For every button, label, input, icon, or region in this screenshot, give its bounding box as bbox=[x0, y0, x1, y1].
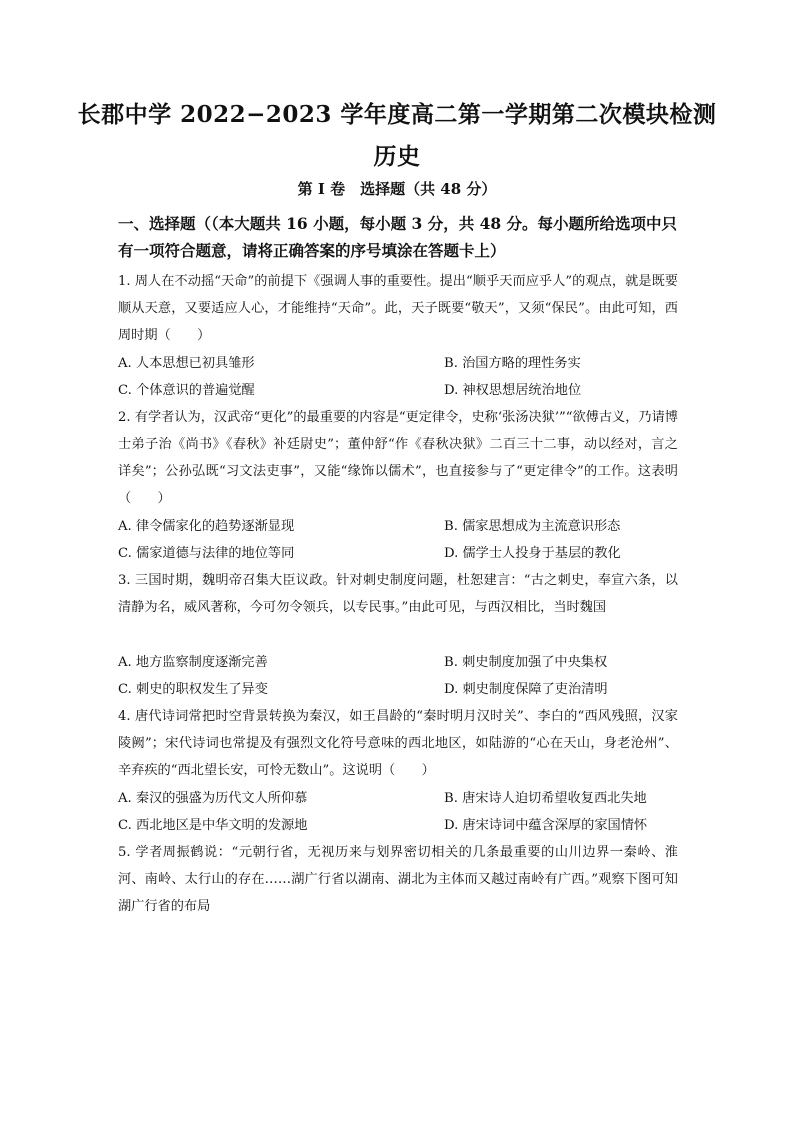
question-4-option-d: D. 唐宋诗词中蕴含深厚的家国情怀 bbox=[444, 818, 648, 833]
question-1-option-a: A. 人本思想已初具雏形 bbox=[118, 356, 255, 371]
question-4-option-c: C. 西北地区是中华文明的发源地 bbox=[118, 818, 308, 833]
question-1-option-b: B. 治国方略的理性务实 bbox=[444, 356, 581, 371]
question-2-option-a: A. 律令儒家化的趋势逐渐显现 bbox=[118, 519, 295, 534]
question-4-option-b: B. 唐宋诗人迫切希望收复西北失地 bbox=[444, 791, 647, 806]
question-4-options-row-1 bbox=[118, 785, 678, 812]
question-4-stem: 4. 唐代诗词常把时空背景转换为秦汉，如王昌龄的“秦时明月汉时关”、李白的“西风残照，汉家陵阙”；宋代诗词也常提及有强烈文化符号意味的西北地区，如陆游的“心在天山，身老沧州”、辛弃疾的“西北望长安，可怜无数山”。这说明（ ） bbox=[118, 709, 678, 778]
question-1-stem: 1. 周人在不动摇“天命”的前提下《强调人事的重要性。提出“顺乎天而应乎人”的观点，就是既要顺从天意，又要适应人心，才能维持“天命”。此，天子既要“敬天”，又须“保民”。由此可知，西周时期（ ） bbox=[118, 274, 678, 343]
question-5-stem: 5. 学者周振鹤说：“元朝行省，无视历来与划界密切相关的几条最重要的山川边界一秦岭、淮河、南岭、太行山的存在……湖广行省以湖南、湖北为主体而又越过南岭有广西。”观察下图可知湖广行省的布局 bbox=[118, 845, 678, 914]
question-2-option-d: D. 儒学士人投身于基层的教化 bbox=[444, 546, 621, 561]
question-3-options-row-1 bbox=[118, 649, 678, 676]
question-2-option-c: C. 儒家道德与法律的地位等同 bbox=[118, 546, 295, 561]
question-4-options-row-2 bbox=[118, 812, 678, 839]
question-1-options-row-2 bbox=[118, 377, 678, 404]
question-3-options-row-2 bbox=[118, 676, 678, 703]
question-4-option-a: A. 秦汉的强盛为历代文人所仰慕 bbox=[118, 791, 308, 806]
subject-title: 历史 bbox=[373, 143, 421, 170]
question-2-options-row-1 bbox=[118, 513, 678, 540]
section-heading: 第 I 卷 选择题（共 48 分） bbox=[297, 180, 497, 198]
question-1-option-d: D. 神权思想居统治地位 bbox=[444, 383, 582, 398]
question-2-stem: 2. 有学者认为，汉武帝“更化”的最重要的内容是“更定律令，史称‘张汤决狱’”“欲傅古义，乃请博士弟子治《尚书》《春秋》补廷尉史”；董仲舒“作《春秋决狱》二百三十二事，动以经对，言之详矣”；公孙弘既“习文法吏事”，又能“缘饰以儒术”，也直接参与了“更定律令”的工作。这表明（ ） bbox=[118, 410, 678, 506]
question-1-options-row-1 bbox=[118, 350, 678, 377]
section-instructions: 一、选择题（（本大题共 16 小题，每小题 3 分，共 48 分。每小题所给选项中只有一项符合题意，请将正确答案的序号填涂在答题卡上） bbox=[118, 214, 678, 260]
question-2-options-row-2 bbox=[118, 540, 678, 567]
exam-title: 长郡中学 2022−2023 学年度高二第一学期第二次模块检测 bbox=[77, 101, 717, 128]
question-3-option-d: D. 刺史制度保障了吏治清明 bbox=[444, 682, 608, 697]
question-1-option-c: C. 个体意识的普遍觉醒 bbox=[118, 383, 255, 398]
question-3-option-a: A. 地方监察制度逐渐完善 bbox=[118, 655, 268, 670]
question-3-option-c: C. 刺史的职权发生了异变 bbox=[118, 682, 268, 697]
question-3-option-b: B. 刺史制度加强了中央集权 bbox=[444, 655, 608, 670]
question-2-option-b: B. 儒家思想成为主流意识形态 bbox=[444, 519, 621, 534]
question-3-stem: 3. 三国时期，魏明帝召集大臣议政。针对刺史制度问题，杜恕建言：“古之刺史，奉宣六条，以清静为名，威风著称，今可勿令领兵，以专民事。”由此可见，与西汉相比，当时魏国 bbox=[118, 573, 678, 615]
